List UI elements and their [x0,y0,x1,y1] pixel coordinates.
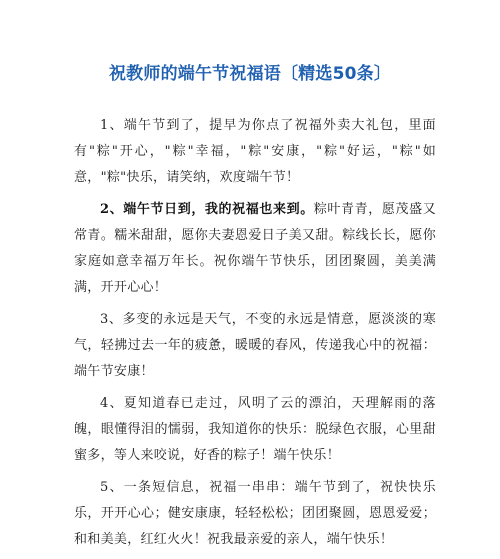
paragraph-1-text: 1、端午节到了，提早为你点了祝福外卖大礼包，里面有"粽"开心，"粽"幸福，"粽"安康，"粽"好运，"粽"如意，"粽"快乐，请笑纳，欢度端午节！ [74,118,436,185]
paragraph-3-text: 3、多变的永远是天气，不变的永远是情意，愿淡淡的寒气，轻拂过去一年的疲惫，暖暖的春风，传递我心中的祝福：端午节安康！ [74,312,436,379]
document-title: 祝教师的端午节祝福语〔精选50条〕 [108,64,392,84]
paragraph-5 [74,475,436,553]
paragraph-2-lead: 2、端午节日到，我的祝福也来到。 [100,202,314,217]
document-body [74,113,436,559]
paragraph-2-text: 粽叶青青，愿茂盛又常青。糯米甜甜，愿你夫妻恩爱日子美又甜。粽线长长，愿你家庭如意幸福万年长。祝你端午节快乐，团团聚圆，美美满满，开开心心！ [74,202,436,295]
paragraph-5-text: 5、一条短信息，祝福一串串：端午节到了，祝快快乐乐，开开心心；健安康康，轻轻松松；团团聚圆，恩恩爱爱；和和美美，红红火火！祝我最亲爱的亲人，端午快乐！ [74,480,436,547]
paragraph-3 [74,307,436,385]
paragraph-4 [74,391,436,469]
paragraph-2 [74,197,436,301]
paragraph-1 [74,113,436,191]
paragraph-4-text: 4、夏知道春已走过，风明了云的漂泊，天理解雨的落魄，眼懂得泪的懦弱，我知道你的快乐：脱绿色衣服，心里甜蜜多，等人来咬说，好香的粽子！端午快乐！ [74,396,436,463]
